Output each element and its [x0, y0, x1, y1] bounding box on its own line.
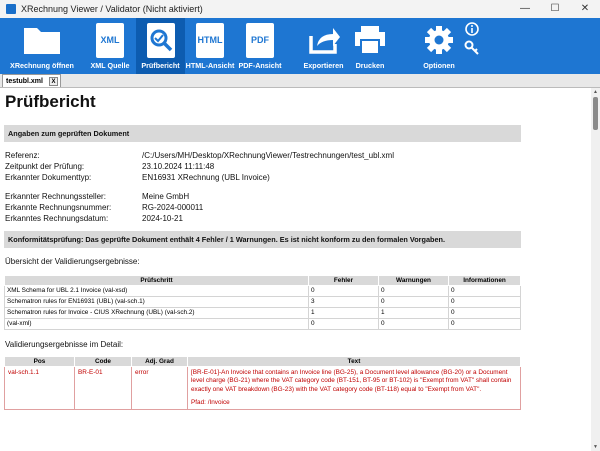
xml-document-icon — [96, 23, 124, 58]
scroll-thumb[interactable] — [593, 97, 598, 130]
document-tab-strip — [0, 74, 600, 88]
field-key: Erkannter Dokumenttyp: — [5, 172, 92, 182]
gear-icon — [423, 21, 455, 59]
field-row — [5, 162, 591, 173]
column-header: Warnungen — [379, 275, 449, 285]
open-xrechnung-button[interactable] — [0, 18, 84, 74]
check-report-button[interactable] — [136, 18, 185, 74]
open-xrechnung-label: XRechnung öffnen — [10, 61, 74, 70]
document-info-section-header: Angaben zum geprüften Dokument — [4, 125, 521, 142]
table-cell: XML Schema for UBL 2.1 Invoice (val-xsd) — [5, 285, 309, 296]
vertical-scrollbar[interactable] — [591, 88, 600, 451]
export-label: Exportieren — [303, 61, 344, 70]
table-row — [5, 285, 521, 296]
report-title: Prüfbericht — [5, 92, 96, 111]
table-cell: Schematron rules for EN16931 (UBL) (val-sch.1) — [5, 296, 309, 307]
column-header: Informationen — [449, 275, 521, 285]
print-label: Drucken — [355, 61, 385, 70]
options-button[interactable] — [416, 18, 462, 74]
field-value: EN16931 XRechnung (UBL Invoice) — [142, 172, 270, 182]
field-row — [5, 151, 591, 162]
printer-icon — [353, 21, 387, 59]
field-row — [5, 173, 591, 184]
app-icon — [6, 4, 16, 14]
xml-source-button[interactable] — [84, 18, 136, 74]
minimize-button[interactable]: — — [520, 3, 530, 14]
field-value: RG-2024-000011 — [142, 203, 204, 213]
column-header: Fehler — [309, 275, 379, 285]
tab-label: testubl.xml — [6, 77, 43, 85]
overview-header-row — [5, 275, 521, 285]
pdf-icon-tag: PDF — [251, 35, 269, 45]
overview-title: Übersicht der Validierungsergebnisse: — [5, 256, 140, 266]
window-controls — [510, 0, 600, 18]
pdf-document-icon — [246, 23, 274, 58]
folder-icon — [22, 21, 62, 59]
xml-icon-tag: XML — [100, 35, 120, 45]
html-view-label: HTML-Ansicht — [185, 61, 235, 70]
pdf-view-label: PDF-Ansicht — [238, 61, 282, 70]
html-document-icon — [196, 23, 224, 58]
html-icon-tag: HTML — [197, 35, 223, 45]
table-cell: 0 — [449, 307, 521, 318]
detail-text-cell — [188, 366, 521, 409]
table-row — [5, 296, 521, 307]
close-button[interactable]: ✕ — [580, 3, 590, 14]
field-key: Erkannter Rechnungssteller: — [5, 192, 106, 202]
table-cell: 0 — [379, 285, 449, 296]
field-value: 23.10.2024 11:11:48 — [142, 161, 215, 171]
table-cell: 1 — [379, 307, 449, 318]
scroll-down-icon[interactable]: ▼ — [593, 444, 598, 450]
field-value: /C:/Users/MH/Desktop/XRechnungViewer/Testrechnungen/test_ubl.xml — [142, 151, 394, 160]
tab-testubl[interactable] — [2, 74, 61, 87]
report-content — [0, 88, 591, 451]
detail-header-row — [5, 356, 521, 366]
table-cell: 0 — [309, 285, 379, 296]
field-value: Meine GmbH — [142, 192, 190, 202]
field-row — [5, 192, 591, 203]
options-label: Optionen — [423, 61, 455, 70]
tab-close-icon[interactable]: X — [49, 77, 58, 86]
column-header: Adj. Grad — [132, 356, 188, 366]
key-icon[interactable] — [464, 40, 480, 56]
field-key: Referenz: — [5, 151, 40, 160]
table-cell: Schematron rules for Invoice - CIUS XRechnung (UBL) (val-sch.2) — [5, 307, 309, 318]
field-key: Erkanntes Rechnungsdatum: — [5, 213, 109, 223]
field-value: 2024-10-21 — [142, 213, 183, 223]
table-cell: (val-xml) — [5, 318, 309, 329]
table-cell: 0 — [379, 318, 449, 329]
conformity-result-bar: Konformitätsprüfung: Das geprüfte Dokument enthält 4 Fehler / 1 Warnungen. Es ist nicht konform zu den formalen Vorgaben. — [4, 231, 521, 248]
info-icon[interactable] — [465, 22, 479, 36]
detail-grade: error — [132, 366, 188, 409]
title-bar — [0, 0, 600, 18]
detail-path: Pfad: /Invoice — [191, 398, 230, 406]
scroll-up-icon[interactable]: ▲ — [593, 89, 598, 95]
field-row — [5, 214, 591, 225]
maximize-button[interactable]: ☐ — [550, 3, 560, 14]
detail-table — [4, 356, 521, 410]
column-header: Prüfschritt — [5, 275, 309, 285]
export-button[interactable] — [297, 18, 350, 74]
table-cell: 0 — [449, 285, 521, 296]
detail-title: Validierungsergebnisse im Detail: — [5, 339, 124, 349]
xml-source-label: XML Quelle — [90, 61, 130, 70]
table-cell: 0 — [309, 318, 379, 329]
field-row — [5, 203, 591, 214]
html-view-button[interactable] — [185, 18, 235, 74]
table-cell: 0 — [449, 318, 521, 329]
window-title: XRechnung Viewer / Validator (Nicht aktiviert) — [21, 4, 203, 14]
export-icon — [307, 21, 341, 59]
column-header: Text — [188, 356, 521, 366]
document-info-fields — [5, 151, 591, 225]
field-key: Zeitpunkt der Prüfung: — [5, 161, 85, 171]
overview-table — [4, 275, 521, 330]
table-row — [5, 366, 521, 409]
table-cell: 1 — [309, 307, 379, 318]
table-cell: 3 — [309, 296, 379, 307]
detail-code: BR-E-01 — [75, 366, 132, 409]
detail-pos: val-sch.1.1 — [5, 366, 75, 409]
detail-text: [BR-E-01]-An Invoice that contains an Invoice line (BG-25), a Document level allowance (BG-20) or a Document level charge (BG-21) where the VAT category code (BT-151, BT-95 or BT-102) is "Exempt from VAT" shall contain exactly one VAT breakdown (BG-23) with the VAT category code (BT-118) equal to "Exempt from VAT". — [191, 368, 512, 393]
pdf-view-button[interactable] — [235, 18, 285, 74]
check-report-label: Prüfbericht — [141, 61, 180, 70]
field-key: Erkannte Rechnungsnummer: — [5, 203, 112, 213]
table-row — [5, 318, 521, 329]
magnifier-document-icon — [147, 23, 175, 58]
table-cell: 0 — [449, 296, 521, 307]
print-button[interactable] — [350, 18, 390, 74]
column-header: Pos — [5, 356, 75, 366]
table-row — [5, 307, 521, 318]
table-cell: 0 — [379, 296, 449, 307]
ribbon-toolbar — [0, 18, 600, 74]
column-header: Code — [75, 356, 132, 366]
